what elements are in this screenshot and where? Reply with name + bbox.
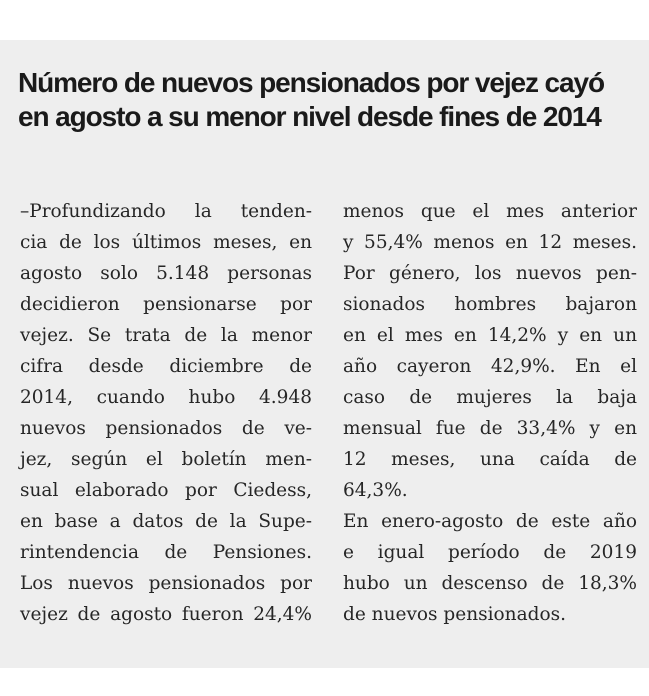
body-line: año cayeron 42,9%. En el <box>343 356 637 377</box>
article-body-right-column <box>343 196 637 630</box>
body-line: decidieron pensionarse por <box>20 294 312 315</box>
bottom-margin <box>0 668 649 696</box>
body-line: en base a datos de la Supe- <box>20 511 312 532</box>
top-margin <box>0 0 649 40</box>
body-line: y 55,4% menos en 12 meses. <box>343 232 637 253</box>
body-line: 2014, cuando hubo 4.948 <box>20 387 312 408</box>
headline-line: en agosto a su menor nivel desde fines de 2014 <box>18 101 601 132</box>
article-body-left-column <box>20 196 312 630</box>
body-line: rintendencia de Pensiones. <box>20 542 312 563</box>
body-line: nuevos pensionados de ve- <box>20 418 312 439</box>
body-line: jez, según el boletín men- <box>20 449 312 470</box>
body-line: vejez. Se trata de la menor <box>20 325 312 346</box>
body-line: sionados hombres bajaron <box>343 294 637 315</box>
body-line: en el mes en 14,2% y en un <box>343 325 637 346</box>
body-line: e igual período de 2019 <box>343 542 637 563</box>
body-line: En enero-agosto de este año <box>343 511 637 532</box>
body-line: –Profundizando la tenden- <box>20 201 312 222</box>
body-line: caso de mujeres la baja <box>343 387 637 408</box>
body-line: agosto solo 5.148 personas <box>20 263 312 284</box>
body-line: vejez de agosto fueron 24,4% <box>20 604 312 625</box>
body-line: Los nuevos pensionados por <box>20 573 312 594</box>
body-line: 64,3%. <box>343 480 408 501</box>
headline-line: Número de nuevos pensionados por vejez cayó <box>18 67 604 98</box>
body-line: de nuevos pensionados. <box>343 604 566 625</box>
body-line: cifra desde diciembre de <box>20 356 312 377</box>
body-line: menos que el mes anterior <box>343 201 637 222</box>
body-line: Por género, los nuevos pen- <box>343 263 637 284</box>
body-line: 12 meses, una caída de <box>343 449 637 470</box>
body-line: mensual fue de 33,4% y en <box>343 418 637 439</box>
body-line: sual elaborado por Ciedess, <box>20 480 312 501</box>
article-headline <box>18 66 638 134</box>
body-line: hubo un descenso de 18,3% <box>343 573 637 594</box>
body-line: cia de los últimos meses, en <box>20 232 312 253</box>
